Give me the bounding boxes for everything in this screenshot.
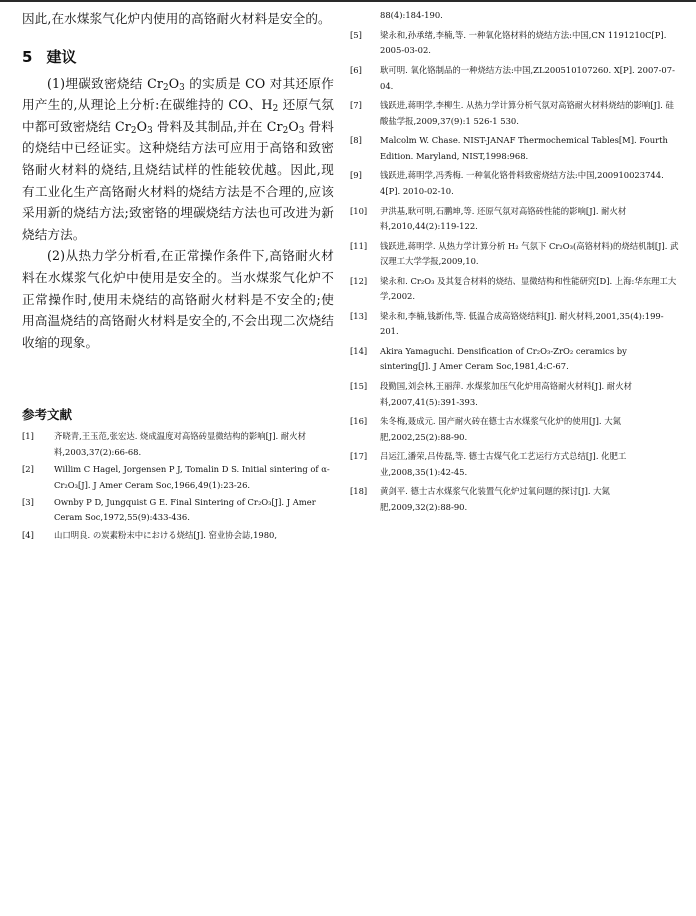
reference-entry: [14] Akira Yamaguchi. Densification of Cr₂O₃-ZrO₂ ceramics by sintering[J]. J Amer Ceram Soc,1981,4:C-67. <box>350 345 627 372</box>
reference-list-left <box>22 429 334 543</box>
top-rule <box>0 0 696 2</box>
recommendation-paragraph-2: (2)从热力学分析看,在正常操作条件下,高铬耐火材料在水煤浆气化炉中使用是安全的。当水煤浆气化炉不正常操作时,使用未烧结的高铬耐火材料是不安全的;使用高温烧结的高铬耐火材料是安全的,不会出现二次烧结收缩的现象。 <box>22 248 334 350</box>
reference-entry: [12] 梁永和. Cr₂O₃ 及其复合材料的烧结、显微结构和性能研究[D]. 上海:华东理工大学,2002. <box>350 275 677 302</box>
reference-entry: [5] 梁永和,孙承绪,李楠,等. 一种氧化铬材料的烧结方法:中国,CN 1191210C[P]. 2005-03-02. <box>350 30 667 56</box>
reference-list-right <box>350 28 680 532</box>
reference-entry: [6] 耿可明. 氧化铬制品的一种烧结方法:中国,ZL200510107260. X[P]. 2007-07-04. <box>350 65 675 91</box>
reference-entry: [15] 段勤国,刘会林,王丽萍. 水煤浆加压气化炉用高铬耐火材料[J]. 耐火材料,2007,41(5):391-393. <box>350 381 632 407</box>
reference-entry: [11] 钱跃进,蒋明学. 从热力学计算分析 H₂ 气氛下 Cr₂O₃(高铬材料)的烧结机制[J]. 武汉理工大学学报,2009,10. <box>350 240 679 267</box>
reference-entry: [17] 吕运江,潘荣,吕传磊,等. 德士古煤气化工艺运行方式总结[J]. 化肥工业,2008,35(1):42-45. <box>350 451 627 477</box>
reference-entry: [10] 尹洪基,耿可明,石鹏坤,等. 还原气氛对高铬砖性能的影响[J]. 耐火材料,2010,44(2):119-122. <box>350 205 627 231</box>
references-heading: 参考文献 <box>22 407 73 423</box>
reference-entry: [18] 黄剑平. 德士古水煤浆气化装置气化炉过氧问题的探讨[J]. 大氮肥,2009,32(2):88-90. <box>350 486 610 512</box>
reference-entry: [2] Willim C Hagel, Jorgensen P J, Tomalin D S. Initial sintering of α-Cr₂O₃[J]. J Amer Ceram Soc,1966,49(1):23-26. <box>22 464 330 490</box>
reference-entry: [9] 钱跃进,蒋明学,冯秀梅. 一种氧化铬骨料致密烧结方法:中国,200910023744. 4[P]. 2010-02-10. <box>350 170 664 196</box>
right-column <box>350 8 680 537</box>
section-heading <box>22 47 334 67</box>
reference-entry: [16] 朱冬梅,聂成元. 国产耐火砖在德士古水煤浆气化炉的使用[J]. 大氮肥,2002,25(2):88-90. <box>350 416 621 442</box>
reference-entry: [1] 齐晓青,王玉范,张宏达. 烧成温度对高铬砖显微结构的影响[J]. 耐火材料,2003,37(2):66-68. <box>22 431 306 457</box>
left-column <box>22 8 334 545</box>
reference-entry: [4] 山口明良. の炭素粉末中における烧结[J]. 窑业协会誌,1980, <box>22 529 278 540</box>
reference-entry: [13] 梁永和,李楠,钱新伟,等. 低温合成高铬烧结料[J]. 耐火材料,2001,35(4):199-201. <box>350 310 664 337</box>
reference-continuation: 88(4):184-190. <box>380 10 443 20</box>
section-title: 建议 <box>46 47 77 66</box>
reference-entry: [8] Malcolm W. Chase. NIST-JANAF Thermochemical Tables[M]. Fourth Edition. Maryland, NIST,1998:968. <box>350 135 668 161</box>
reference-entry: [3] Ownby P D, Jungquist G E. Final Sintering of Cr₂O₃[J]. J Amer Ceram Soc,1972,55(9):433-436. <box>22 496 316 523</box>
intro-paragraph: 因此,在水煤浆气化炉内使用的高铬耐火材料是安全的。 <box>22 11 331 26</box>
reference-entry: [7] 钱跃进,蒋明学,李柳生. 从热力学计算分析气氛对高铬耐火材料烧结的影响[J]. 硅酸盐学报,2009,37(9):1 526-1 530. <box>350 100 674 126</box>
section-number: 5 <box>22 47 33 66</box>
recommendation-paragraph-1: (1)埋碳致密烧结 $Cr_2O_3$ 的实质是 CO 对其还原作用产生的,从理论上分析:在碳维持的 CO、$H_2$ 还原气氛中都可致密烧结 $Cr_2O_3$ 骨料及其制品,并在 $Cr_2O_3$ 骨料的烧结中已经证实。这种烧结方法可应用于高铬和致密铬耐火材料的烧结,且烧结试样的性能较优越。因此,现有工业化生产高铬耐火材料的烧结方法是不合理的,应该采用新的烧结方法;致密铬的埋碳烧结方法也可改进为新烧结方法。 <box>22 75 335 242</box>
